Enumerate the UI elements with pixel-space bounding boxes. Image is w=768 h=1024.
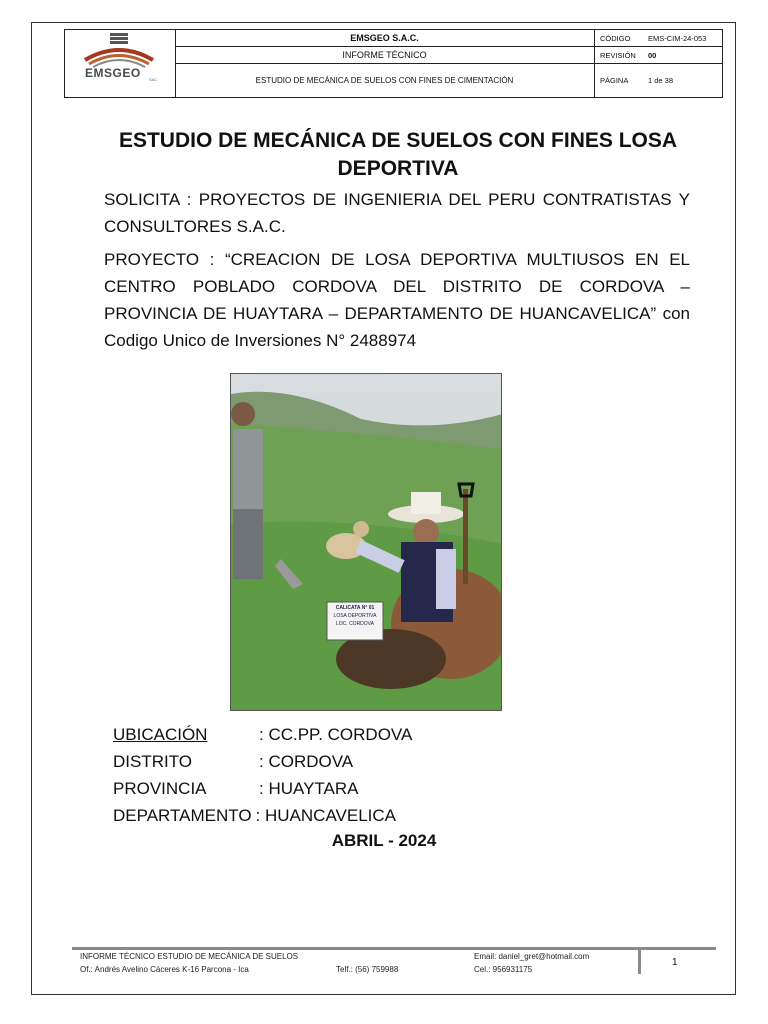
doc-type: INFORME TÉCNICO — [175, 47, 594, 64]
footer-email: Email: daniel_gret@hotmail.com — [474, 952, 590, 961]
revision-row — [594, 47, 722, 64]
location-row-provincia — [113, 775, 412, 802]
logo-text: EMSGEO — [85, 66, 141, 80]
departamento-label: DEPARTAMENTO — [113, 806, 252, 825]
location-block — [113, 721, 412, 829]
sign-line-1: CALICATA N° 01 — [335, 605, 375, 611]
codigo-row — [594, 30, 722, 47]
logo-sub: SAC — [149, 77, 158, 82]
footer-phone: Telf.: (56) 759988 — [336, 965, 399, 974]
photo-illustration — [231, 374, 502, 711]
footer-cell: Cel.: 956931175 — [474, 965, 533, 974]
pagina-label: PÁGINA — [600, 76, 629, 85]
location-row-distrito — [113, 748, 412, 775]
logo-graphic — [65, 30, 175, 97]
location-row-departamento — [113, 802, 412, 829]
provincia-value: : HUAYTARA — [259, 779, 359, 798]
footer-divider — [72, 947, 716, 950]
solicita-paragraph: SOLICITA : PROYECTOS DE INGENIERIA DEL PERU CONTRATISTAS Y CONSULTORES S.A.C. — [104, 190, 690, 236]
footer-report-name: INFORME TÉCNICO ESTUDIO DE MECÁNICA DE SUELOS — [80, 952, 299, 961]
company-name: EMSGEO S.A.C. — [175, 30, 594, 47]
sign-line-2: LOSA DEPORTIVA — [333, 613, 377, 619]
location-row-ubicacion — [113, 721, 412, 748]
pagina-row — [594, 64, 722, 97]
proyecto-paragraph: PROYECTO : “CREACION DE LOSA DEPORTIVA MULTIUSOS EN EL CENTRO POBLADO CORDOVA DEL DISTRITO DE CORDOVA – PROVINCIA DE HUAYTARA – DEPARTAMENTO DE HUANCAVELICA” con Codigo Unico de Inversiones N° 2488974 — [104, 250, 690, 350]
document-header-table — [64, 29, 723, 98]
document-title: ESTUDIO DE MECÁNICA DE SUELOS CON FINES LOSA DEPORTIVA — [118, 129, 678, 180]
codigo-label: CÓDIGO — [600, 33, 631, 43]
field-photo — [230, 373, 502, 711]
codigo-value: EMS-CIM-24-053 — [648, 33, 707, 43]
ubicacion-value: : CC.PP. CORDOVA — [259, 725, 413, 744]
revision-label: REVISIÓN — [600, 50, 636, 60]
distrito-value: : CORDOVA — [259, 752, 354, 771]
departamento-value: : HUANCAVELICA — [255, 806, 396, 825]
revision-value: 00 — [648, 50, 657, 60]
distrito-label: DISTRITO — [113, 752, 193, 771]
header-middle — [175, 30, 595, 97]
company-logo — [65, 30, 176, 97]
header-right — [594, 30, 722, 97]
page-number: 1 — [672, 957, 678, 968]
provincia-label: PROVINCIA — [113, 779, 207, 798]
pagina-value: 1 de 38 — [648, 76, 674, 85]
ubicacion-label: UBICACIÓN — [113, 725, 208, 744]
sign-line-3: LOC. CORDOVA — [336, 621, 374, 627]
footer-address: Of.: Andrés Avelino Cáceres K-16 Parcona - Ica — [80, 965, 249, 974]
calicata-sign — [327, 604, 383, 628]
footer-vertical-divider — [638, 948, 641, 974]
document-date: ABRIL - 2024 — [331, 831, 437, 850]
study-name: ESTUDIO DE MECÁNICA DE SUELOS CON FINES DE CIMENTACIÓN — [255, 76, 514, 85]
